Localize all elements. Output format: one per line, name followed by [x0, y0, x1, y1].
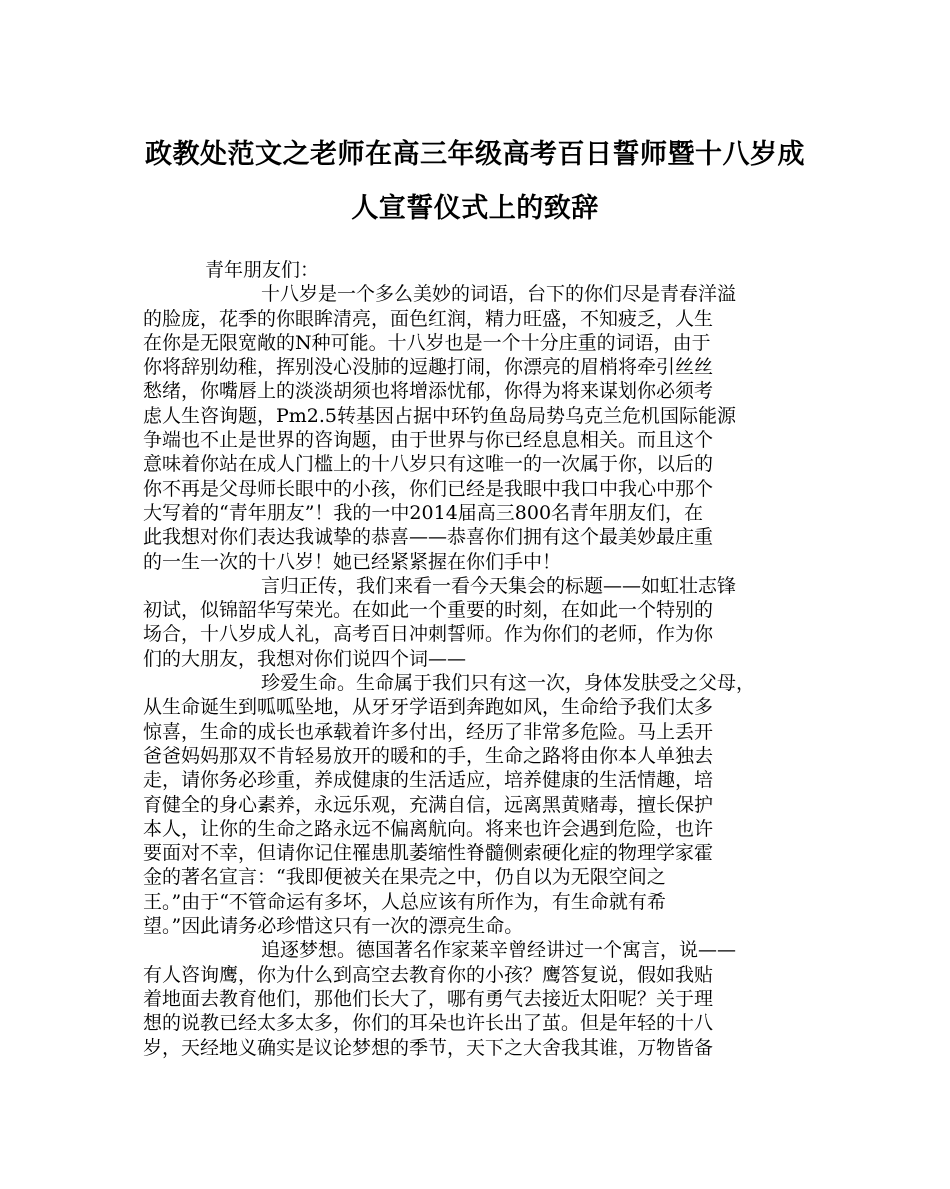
body-line: 金的著名宣言：“我即便被关在果壳之中，仍自以为无限空间之 [143, 866, 666, 889]
body-line: 你将辞别幼稚，挥别没心没肺的逗趣打闹，你漂亮的眉梢将牵引丝丝 [143, 356, 714, 379]
body-line: 从生命诞生到呱呱坠地，从牙牙学语到奔跑如风，生命给予我们太多 [143, 696, 714, 719]
body-line: 望。”因此请务必珍惜这只有一次的漂亮生命。 [143, 915, 524, 938]
body-line: 着地面去教育他们，那他们长大了，哪有勇气去接近太阳呢？关于理 [143, 987, 714, 1010]
body-line: 爸爸妈妈那双不肯轻易放开的暖和的手，生命之路将由你本人单独去 [143, 744, 714, 767]
body-line: 走，请你务必珍重，养成健康的生活适应，培养健康的生活情趣，培 [143, 769, 714, 792]
body-line: 十八岁是一个多么美妙的词语，台下的你们尽是青春洋溢 [261, 283, 737, 306]
body-line: 争端也不止是世界的咨询题，由于世界与你已经息息相关。而且这个 [143, 429, 714, 452]
document-body [143, 258, 833, 1060]
body-line: 本人，让你的生命之路永远不偏离航向。将来也许会遇到危险，也许 [143, 817, 714, 840]
body-line: 言归正传，我们来看一看今天集会的标题——如虹壮志锋 [261, 574, 737, 597]
body-line: 虑人生咨询题，Pm2.5转基因占据中环钓鱼岛局势乌克兰危机国际能源 [143, 404, 737, 427]
body-line: 大写着的“青年朋友”！我的一中2014届高三800名青年朋友们，在 [143, 501, 704, 524]
body-line: 追逐梦想。德国著名作家莱辛曾经讲过一个寓言，说—— [261, 939, 737, 962]
greeting: 青年朋友们： [205, 259, 320, 281]
body-line: 想的说教已经太多太多，你们的耳朵也许长出了茧。但是年轻的十八 [143, 1012, 714, 1035]
body-line: 的脸庞，花季的你眼眸清亮，面色红润，精力旺盛，不知疲乏，人生 [143, 307, 714, 330]
body-line: 此我想对你们表达我诚挚的恭喜——恭喜你们拥有这个最美妙最庄重 [143, 526, 714, 549]
body-line: 愁绪，你嘴唇上的淡淡胡须也将增添忧郁，你得为将来谋划你必须考 [143, 380, 714, 403]
body-line: 惊喜，生命的成长也承载着许多付出，经历了非常多危险。马上丢开 [143, 720, 714, 743]
body-line: 要面对不幸，但请你记住罹患肌萎缩性脊髓侧索硬化症的物理学家霍 [143, 842, 714, 865]
body-line: 岁，天经地义确实是议论梦想的季节，天下之大舍我其谁，万物皆备 [143, 1036, 714, 1059]
body-line: 王。”由于“不管命运有多坏，人总应该有所作为，有生命就有希 [143, 890, 666, 913]
body-line: 育健全的身心素养，永远乐观，充满自信，远离黑黄赌毒，擅长保护 [143, 793, 714, 816]
document-title [120, 128, 830, 236]
title-line-1: 政教处范文之老师在高三年级高考百日誓师暨十八岁成 [145, 139, 805, 170]
body-line: 们的大朋友，我想对你们说四个词—— [143, 647, 467, 670]
body-line: 场合，十八岁成人礼，高考百日冲刺誓师。作为你们的老师，作为你 [143, 623, 714, 646]
body-line: 初试，似锦韶华写荣光。在如此一个重要的时刻，在如此一个特别的 [143, 599, 714, 622]
body-line: 你不再是父母师长眼中的小孩，你们已经是我眼中我口中我心中那个 [143, 477, 714, 500]
title-line-2: 人宣誓仪式上的致辞 [351, 193, 599, 224]
body-line: 在你是无限宽敞的N种可能。十八岁也是一个十分庄重的词语，由于 [143, 331, 711, 354]
body-lines [143, 282, 833, 1060]
body-line: 意味着你站在成人门槛上的十八岁只有这唯一的一次属于你，以后的 [143, 453, 714, 476]
body-line: 有人咨询鹰，你为什么到高空去教育你的小孩？鹰答复说，假如我贴 [143, 963, 714, 986]
body-line: 珍爱生命。生命属于我们只有这一次，身体发肤受之父母， [261, 672, 756, 695]
body-line: 的一生一次的十八岁！她已经紧紧握在你们手中！ [143, 550, 562, 573]
